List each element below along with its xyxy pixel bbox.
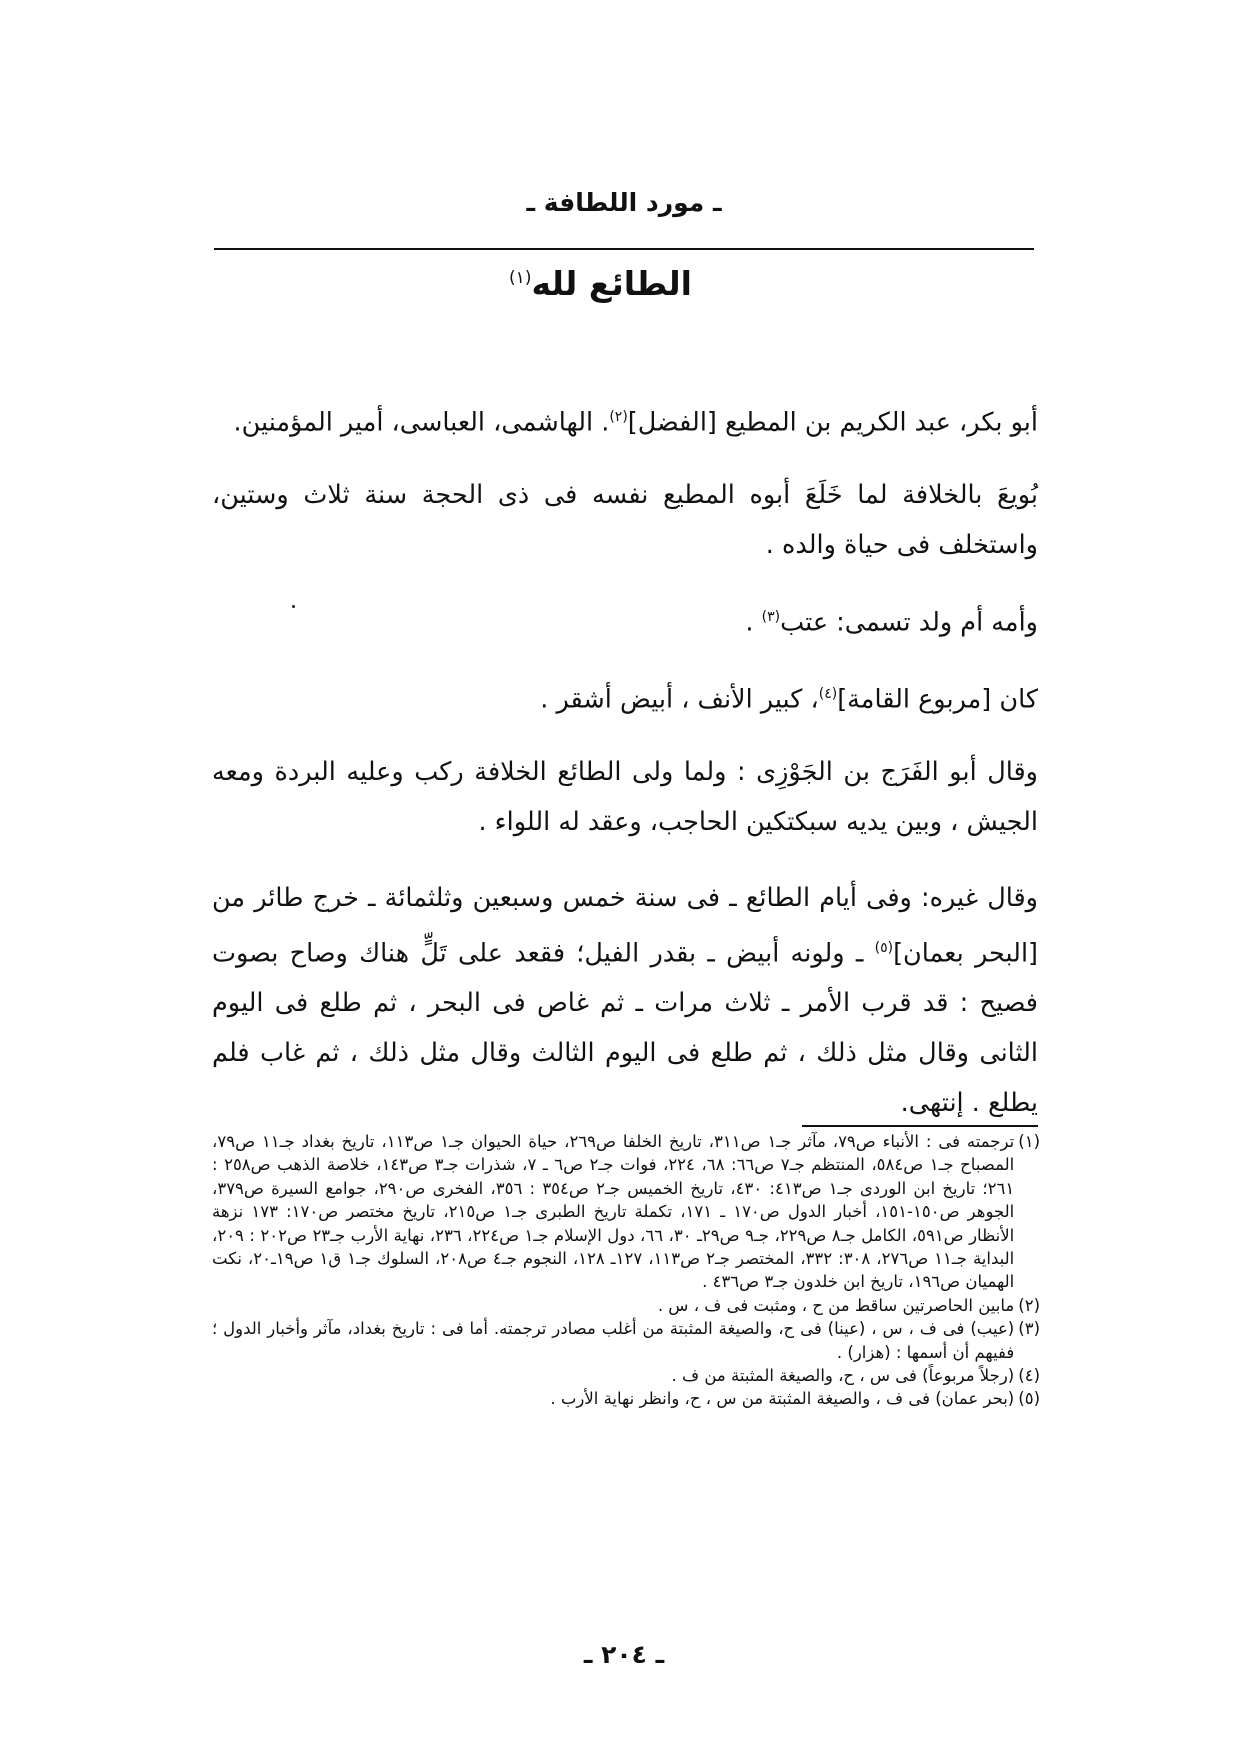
paragraph-2: بُويعَ بالخلافة لما خَلَعَ أبوه المطيع نفسه فى ذى الحجة سنة ثلاث وستين، واستخلف فى حياة والده .	[212, 479, 1038, 560]
footnote-number: (٣)	[1018, 1319, 1040, 1339]
page-number: ـ ٢٠٤ ـ	[583, 1640, 665, 1669]
footnote-text: (عيب) فى ف ، س ، (عينا) فى ح، والصيغة المثبتة من أغلب مصادر ترجمته. أما فى : تاريخ بغداد، مآثر وأخبار الدول ؛ ففيهم أن أسمها : (هزار) .	[212, 1319, 1015, 1362]
header-rule	[214, 248, 1034, 250]
footnote-2	[212, 1294, 1040, 1317]
footnote-number: (٢)	[1018, 1295, 1040, 1315]
body-text	[212, 392, 1038, 1150]
footnote-text: (بحر عمان) فى ف ، والصيغة المثبتة من س ، ح، وانظر نهاية الأرب .	[550, 1389, 1015, 1409]
running-header: ـ مورد اللطافة ـ	[526, 188, 722, 217]
footnotes	[212, 1130, 1040, 1411]
paragraph-3: وأمه أم ولد تسمى: عتب$^{(٣)}$ .	[745, 607, 1038, 637]
note-ref-5: (٥)	[874, 939, 894, 956]
chapter-title-note-ref: (١)	[509, 268, 532, 288]
note-ref-4: (٤)	[818, 686, 838, 702]
paragraph-4: كان [مربوع القامة]$^{(٤)}$، كبير الأنف ، أبيض أشقر .	[540, 684, 1038, 715]
paragraph-1: أبو بكر، عبد الكريم بن المطيع [الفضل]$^{(٢)}$. الهاشمى، العباسى، أمير المؤمنين.	[233, 407, 1038, 438]
scan-speck	[292, 605, 295, 608]
footnote-5	[212, 1387, 1040, 1410]
footnote-text: ترجمته فى : الأنباء ص٧٩، مآثر جـ١ ص٣١١، تاريخ الخلفا ص٢٦٩، حياة الحيوان جـ١ ص١١٣، تاريخ بغداد جـ١١ ص٧٩، المصباح جـ١ ص٥٨٤، المنتظم جـ٧ ص٦٦: ٦٨، ٢٢٤، فوات جـ٢ ص٦ ـ ٧، شذرات جـ٣ ص١٤٣، خلاصة الذهب ص٢٥٨ : ٢٦١؛ تاريخ ابن الوردى جـ١ ص٤١٣: ٤٣٠، تاريخ الخميس جـ٢ ص٣٥٤ : ٣٥٦، الفخرى ص٢٩٠، جوامع السيرة ص٣٧٩، الجوهر ص١٥٠-١٥١، أخبار الدول ص١٧٠ ـ ١٧١، تكملة تاريخ الطبرى جـ١ ص٢١٥، تاريخ مختصر ص١٧٠: ١٧٣ نزهة الأنظار ص٥٩١، الكامل جـ٨ ص٢٢٩، جـ٩ ص٢٩ـ ٣٠، ٦٦، دول الإسلام جـ١ ص٢٢٤، ٢٣٦، نهاية الأرب جـ٢٣ ص٢٠٢ : ٢٠٩، البداية جـ١١ ص٢٧٦، ٣٠٨: ٣٣٢، المختصر جـ٢ ص١١٣، ١٢٧ـ ١٢٨، النجوم جـ٤ ص٢٠٨، السلوك جـ١ ق١ ص١٩ـ٢٠، نكت الهميان ص١٩٦، تاريخ ابن خلدون جـ٣ ص٤٣٦ .	[212, 1132, 1015, 1292]
paragraph-6: وقال غيره: وفى أيام الطائع ـ فى سنة خمس وسبعين وثلثمائة ـ خرج طائر من [البحر بعمان]$^{(٥)}$ ـ ولونه أبيض ـ بقدر الفيل؛ فقعد على تَلٍّ هناك وصاح بصوت فصيح : قد قرب الأمر ـ ثلاث مرات ـ ثم غاص فى البحر ، ثم طلع فى اليوم الثانى وقال مثل ذلك ، ثم طلع فى اليوم الثالث وقال مثل ذلك ، ثم غاب فلم يطلع . إنتهى.	[212, 882, 1038, 1118]
footnotes-rule	[802, 1125, 1038, 1127]
chapter-title	[214, 264, 692, 303]
footnote-number: (٥)	[1018, 1389, 1040, 1409]
footnote-number: (١)	[1018, 1132, 1040, 1151]
chapter-title-text: الطائع لله	[531, 264, 692, 303]
footnote-text: مابين الحاصرتين ساقط من ح ، ومثبت فى ف ، س .	[657, 1295, 1015, 1315]
note-ref-3: (٣)	[761, 608, 781, 625]
paragraph-5: وقال أبو الفَرَج بن الجَوْزِى : ولما ولى الطائع الخلافة ركب وعليه البردة ومعه الجيش ، وبين يديه سبكتكين الحاجب، وعقد له اللواء .	[212, 756, 1038, 837]
footnote-3	[212, 1317, 1040, 1364]
footnote-1	[212, 1130, 1040, 1294]
footnote-number: (٤)	[1018, 1366, 1040, 1386]
footnote-text: (رجلاً مربوعاً) فى س ، ح، والصيغة المثبتة من ف .	[671, 1366, 1015, 1386]
note-ref-2: (٢)	[609, 409, 628, 425]
footnote-4	[212, 1364, 1040, 1387]
